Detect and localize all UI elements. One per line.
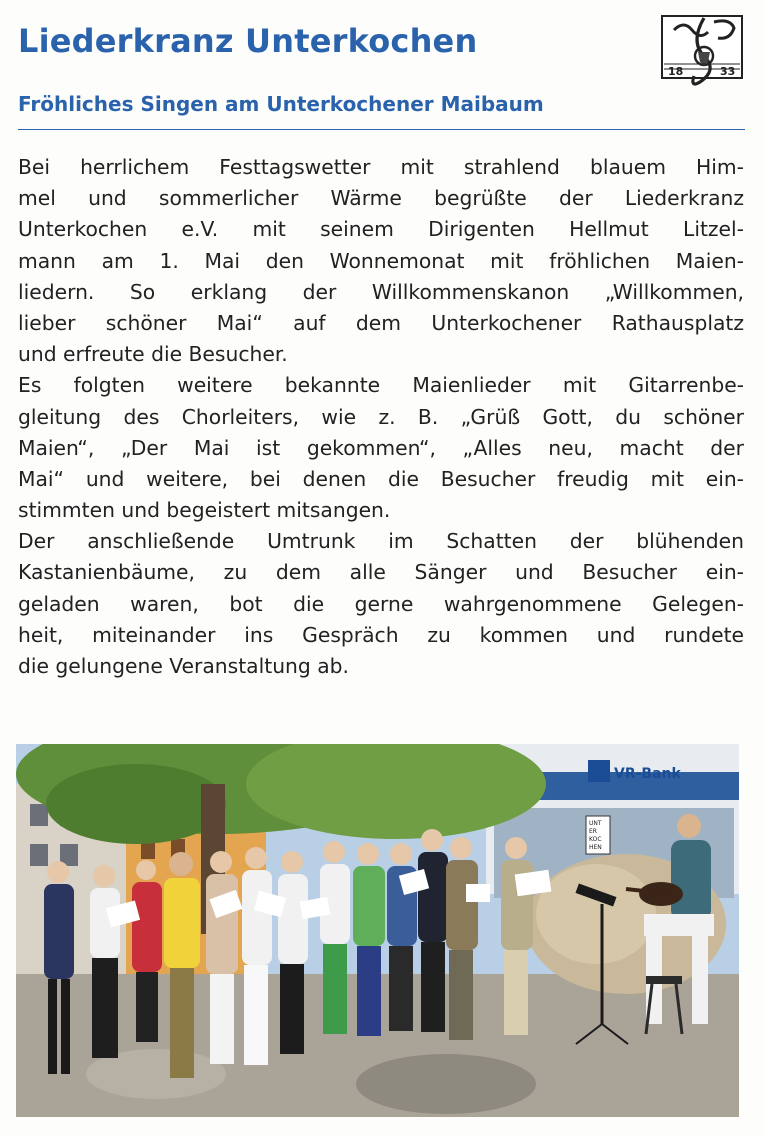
article-body bbox=[18, 152, 744, 682]
choir-photo bbox=[16, 744, 739, 1117]
header-divider bbox=[18, 129, 745, 130]
window-sign-line: HEN bbox=[589, 844, 602, 851]
article-line: Der anschließende Umtrunk im Schatten der blühenden bbox=[18, 529, 744, 554]
article-line: Maien“, „Der Mai ist gekommen“, „Alles neu, macht der bbox=[18, 435, 744, 460]
page-title: Liederkranz Unterkochen bbox=[18, 22, 478, 60]
window-sign-line: KOC bbox=[589, 836, 602, 843]
article-line: Bei herrlichem Festtagswetter mit strahlend blauem Him- bbox=[18, 155, 744, 179]
choir-photo-illustration bbox=[16, 744, 739, 1117]
article-line: gleitung des Chorleiters, wie z. B. „Grüß Gott, du schöner bbox=[18, 404, 744, 429]
window-sign-line: ER bbox=[589, 828, 597, 835]
article-line: und erfreute die Besucher. bbox=[18, 342, 288, 367]
article-line: stimmten und begeistert mitsangen. bbox=[18, 498, 391, 523]
window-sign-line: UNT bbox=[589, 820, 602, 827]
article-line: mann am 1. Mai den Wonnemonat mit fröhlichen Maien- bbox=[18, 248, 744, 273]
article-line: Kastanienbäume, zu dem alle Sänger und Besucher ein- bbox=[18, 560, 744, 585]
article-line: heit, miteinander ins Gespräch zu kommen und rundete bbox=[18, 622, 744, 647]
article-line: lieber schöner Mai“ auf dem Unterkochener Rathausplatz bbox=[18, 310, 744, 335]
article-line: Es folgten weitere bekannte Maienlieder mit Gitarrenbe- bbox=[18, 373, 744, 398]
choir-logo bbox=[660, 12, 744, 92]
page-subtitle: Fröhliches Singen am Unterkochener Maibaum bbox=[18, 92, 544, 116]
logo-year-right: 33 bbox=[720, 65, 736, 78]
article-line: geladen waren, bot die gerne wahrgenommene Gelegen- bbox=[18, 591, 744, 616]
article-line: die gelungene Veranstaltung ab. bbox=[18, 654, 349, 678]
article-line: Mai“ und weitere, bei denen die Besucher freudig mit ein- bbox=[18, 466, 744, 491]
article-line: Unterkochen e.V. mit seinem Dirigenten Hellmut Litzel- bbox=[18, 217, 744, 242]
article-line: mel und sommerlicher Wärme begrüßte der Liederkranz bbox=[18, 186, 744, 211]
article-line: liedern. So erklang der Willkommenskanon „Willkommen, bbox=[18, 279, 744, 304]
bank-sign: VR-Bank bbox=[614, 766, 681, 782]
logo-year-left: 18 bbox=[668, 65, 684, 78]
